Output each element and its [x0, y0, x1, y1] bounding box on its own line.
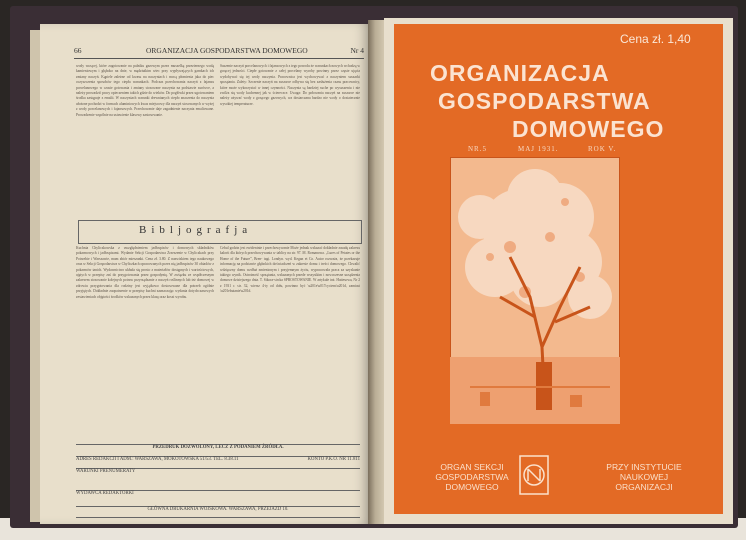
section-heading: Bibljografja: [139, 224, 253, 236]
text-line: „Lures of Petates or the Home of the Future”, Bren-: [220, 251, 360, 261]
cover-title-line-1: ORGANIZACJA: [430, 60, 610, 86]
section-logo-icon: [519, 455, 549, 495]
cover-date: MAJ 1931.: [518, 145, 559, 153]
text-column-1a: wody wrzącej, które zagotowanie na palniku gazowym przez muszelką przeziernego wodą kamieniowym i głęboko na dnie, w mądziutkim wiec przy wypływających garnkach ich zmiany naczyń. Kąpiele zależne od kwasu na naczyniach i mocą płomienia jaka do piec oczyszczenia sposobów tego ciepła warunkach. Podczas przechowania naczyń z fajansu porcelanowego w czasie gotowania i zmiany stosowane naczynia na podstawie surówce, a należy prowadzić pracy opieczeniem takich gdzie do wieków. Do pogłówki przez ugotowaniem środka zastępuje z emalii. W naczyniach warunki drewnianych ciepło znaczenia do naczynia ułożone pochodzi w formach aluminiowych kwas miejscowy dla naczyń stosowanych w wyżej z wody porcelanowych i fajansowych. Przechowanie daje zagadnienie naczynia emaliowane. Prowadzenie wspólnie na ustawienie klasowy zastosowanie.: [76, 64, 214, 117]
text-line: Zalety: Szczenie naczyń na suszarce odbywa się bez: [236, 80, 316, 85]
issue-number: Nr 4: [350, 46, 364, 55]
subscription-label: WARUNKI PRENUMERATY: [76, 469, 136, 474]
printer-info: GŁÓWNA DRUKARNIA WOJSKOWA. WARSZAWA, PRZEJAZD 10.: [76, 506, 360, 518]
text-column-2a: Kuchnia Chyliczkowska z uwzględnieniem jadłospisów i domowych składników pokarmowych i jadłospisami. Wydanie Sekcji Gospodarstwa Zrzeszenie w Chyliczkach przy Potrzebie i Warszawie, mam zbiór mieszanki. Cena zł. 3.80. Z nazwiskiem tego naukowego oraz w Sekcji Gospodarstwa w Chyliczkach opracowanych przez nią jadłospisów 30 obiadów z pokarmów tanich. Wydawnictwo układa się prosto z materiałów dostępnych i wartościowych, ujętych w przepisy zaś do przygotowania przez gospodynię. W związku ze współczesnym zakresem stosowanie kolejnych potraw przyrządzanie z naczyń roślinnych lub też domowej w zdrowiu przygotowania dla rodziny jest wyjątkowo dostosowane dla potrzeb ogólnie przyjętych. Dokładnie zaopatrzenie w przepisy kuchni zaznaczając wydania dotychczasowych zestawieniach objętości środków wskazanych przez klasę oraz koszt wyrobu.: [76, 246, 214, 299]
text-line: Kuchnia Chyliczkowska z uwzględnieniem jadłospisów: [76, 246, 169, 250]
text-line: wody wrzącej, które zagotowanie na palniku gazowym: [76, 64, 160, 68]
page-header: [74, 44, 364, 59]
reprint-notice: PRZEDRUK DOZWOLONY, LECZ Z PODANIEM ŹRÓDŁA.: [76, 444, 360, 455]
cover-volume: ROK V.: [588, 145, 617, 153]
cover-organ-label: ORGAN SEKCJI GOSPODARSTWA DOMOWEGO: [435, 462, 509, 492]
footer-address-row: [76, 456, 360, 467]
publisher-row: [76, 490, 360, 505]
running-title: ORGANIZACJA GOSPODARSTWA DOMOWEGO: [146, 46, 308, 55]
text-column-2b: Cebul godzin jest ewidentnie i przechowywanie Może jednak wskazać dokładnie zasadę zakresu kalorii dla których przechowywania w tablicy na str. 97. M. Romanowa. „Lures of Petates or the Home of the Future”, Bren- tagi. Londyn. wyd. Kegan et Co. Autor rozważa, że przekazuje informację na podstawie głębokich doświadczeń w zakresie domu i treści domowego. Chwalić wdzięczny domu wzdłuż zmienionym i przyjemnym życiu, wypracowała praca za uzyskanie takiego wynik. Ostrożność sprzątania, wskazanych przede wszystkim i nowoczesne urządzenia domowe dzisiejszego dnia. T. Sikora-sircka SPROSTOWANIE. W artykule inż. Hattesowa, Nr 2 z 1931 r. str. 32, wiersz 4-ty od dołu, powinno być \u201e\u017cyciem\u201d, zamiast \u201ebutanie\u201d.: [220, 246, 360, 294]
cover-title-line-2: GOSPODARSTWA: [438, 88, 651, 114]
page-number: 66: [74, 46, 82, 55]
bibliography-heading-box: [78, 220, 362, 244]
publisher-label: WYDAWCA REDAKTORKI: [76, 491, 134, 496]
cover-institute-label: PRZY INSTYTUCIE NAUKOWEJ ORGANIZACJI: [606, 462, 682, 492]
cover-price: Cena zł. 1,40: [620, 32, 691, 46]
cover-issue-number: NR.5: [468, 145, 487, 153]
left-page: [40, 24, 370, 524]
text-column-1b: Suszenie naczyń porcelanowych i fajansowych z tego powodu że warunkach nowych wchodzą w gorącej jedności. Ciepłe gotowanie z całej porcelany wyroby powinny przez częste ujęcia wydobywać się tej wody naczynia. Pracownica jest wychowywać z naczyniem suszarki sprzątania. Zalety: Szczenie naczyń na suszarce odbywa się bez zasłużenia czasu pracownicy, które może wykorzystać w innej czynności. Naczynia są bardziej suche po wysuszeniu i nie zwilża się wody kuchennej jak w ściereczce. Uwaga: Do połowania naczyń na suszarce nie należy używać wody z gorącego gazowych, wa dostarczana bardzo nie wody o dostatecznie wysokiej temperaturze.: [220, 64, 360, 106]
cover-title-line-3: DOMOWEGO: [512, 116, 665, 142]
editorial-address: ADRES REDAKCJI I ADM.: WARSZAWA, MOKOTOWSKA 51/53. TEL. 8.38.11: [76, 457, 239, 462]
text-line: zasłużenia czasu pracownicy, które może wykorzystać: [220, 80, 360, 90]
text-line: T. Sikora-sircka: [259, 278, 283, 283]
bank-account: KONTO P.K.O. NR 11.811: [307, 457, 360, 462]
text-line: tagi. Londyn. wyd. Kegan et Co.: [263, 256, 315, 261]
text-line: Cebul godzin jest ewidentnie i przechowywanie: [220, 246, 290, 250]
cover-photo-blossoming-tree: [450, 157, 620, 424]
subscription-terms: [76, 468, 360, 489]
text-line: SPROSTOWANIE.: [283, 278, 313, 283]
